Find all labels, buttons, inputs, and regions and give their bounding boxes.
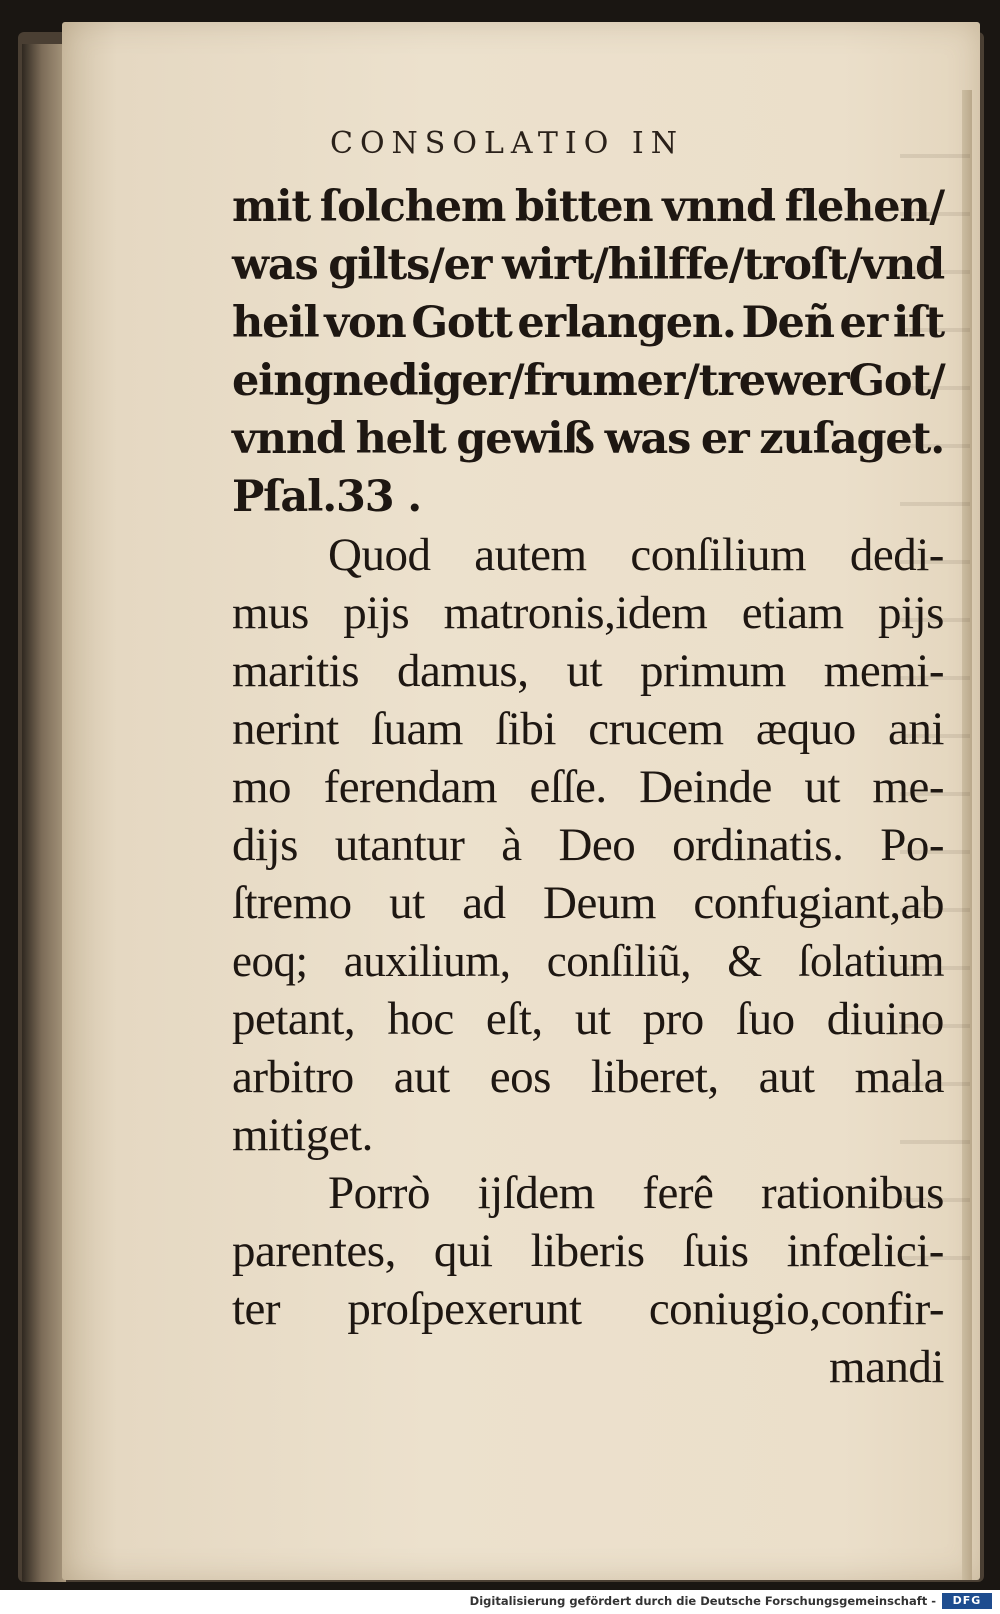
latin-line: Porrò ijſdem ferê rationibus xyxy=(328,1167,944,1219)
latin-line: maritis damus, ut primum memi- xyxy=(232,645,944,697)
running-head: CONSOLATIO IN xyxy=(330,126,684,161)
book-spine-edge xyxy=(22,44,66,1582)
latin-line: eoq; auxilium, conſiliũ, & ſolatium xyxy=(232,936,944,986)
latin-line: mus pijs matronis,idem etiam pijs xyxy=(232,587,944,639)
german-line: mit ſolchem bitten vnnd flehen/ xyxy=(232,182,944,232)
latin-line: parentes, qui liberis ſuis infœlici- xyxy=(232,1225,944,1277)
german-line: was gilts/er wirt/hilffe/troſt/vnd xyxy=(232,240,944,290)
latin-line: mitiget. xyxy=(232,1109,373,1161)
latin-line: nerint ſuam ſibi crucem æquo ani xyxy=(232,703,944,755)
latin-line: petant, hoc eſt, ut pro ſuo diuino xyxy=(232,993,944,1045)
latin-line: mo ferendam eſſe. Deinde ut me- xyxy=(232,761,944,813)
catchword: mandi xyxy=(829,1341,944,1393)
digitization-footer xyxy=(0,1590,1000,1614)
latin-line: ſtremo ut ad Deum confugiant,ab xyxy=(232,877,944,929)
funding-notice: Digitalisierung gefördert durch die Deutsche Forschungsgemeinschaft - xyxy=(469,1594,936,1608)
latin-line: Quod autem conſilium dedi- xyxy=(328,529,944,581)
latin-line: dijs utantur à Deo ordinatis. Po- xyxy=(232,819,944,871)
german-line: ein gnediger/frumer/trewer Got/ xyxy=(232,356,945,406)
german-line: vnnd helt gewiß was er zuſaget. xyxy=(232,414,944,464)
text-block xyxy=(232,178,944,1396)
dfg-logo: DFG xyxy=(942,1593,992,1609)
german-line: heil von Gott erlangen. Deñ er iſt xyxy=(232,298,944,348)
latin-line: arbitro aut eos liberet, aut mala xyxy=(232,1051,944,1103)
latin-line: ter proſpexerunt coniugio,confir- xyxy=(232,1283,944,1335)
german-line-psalm-ref: Pſal.33 . xyxy=(232,472,421,522)
